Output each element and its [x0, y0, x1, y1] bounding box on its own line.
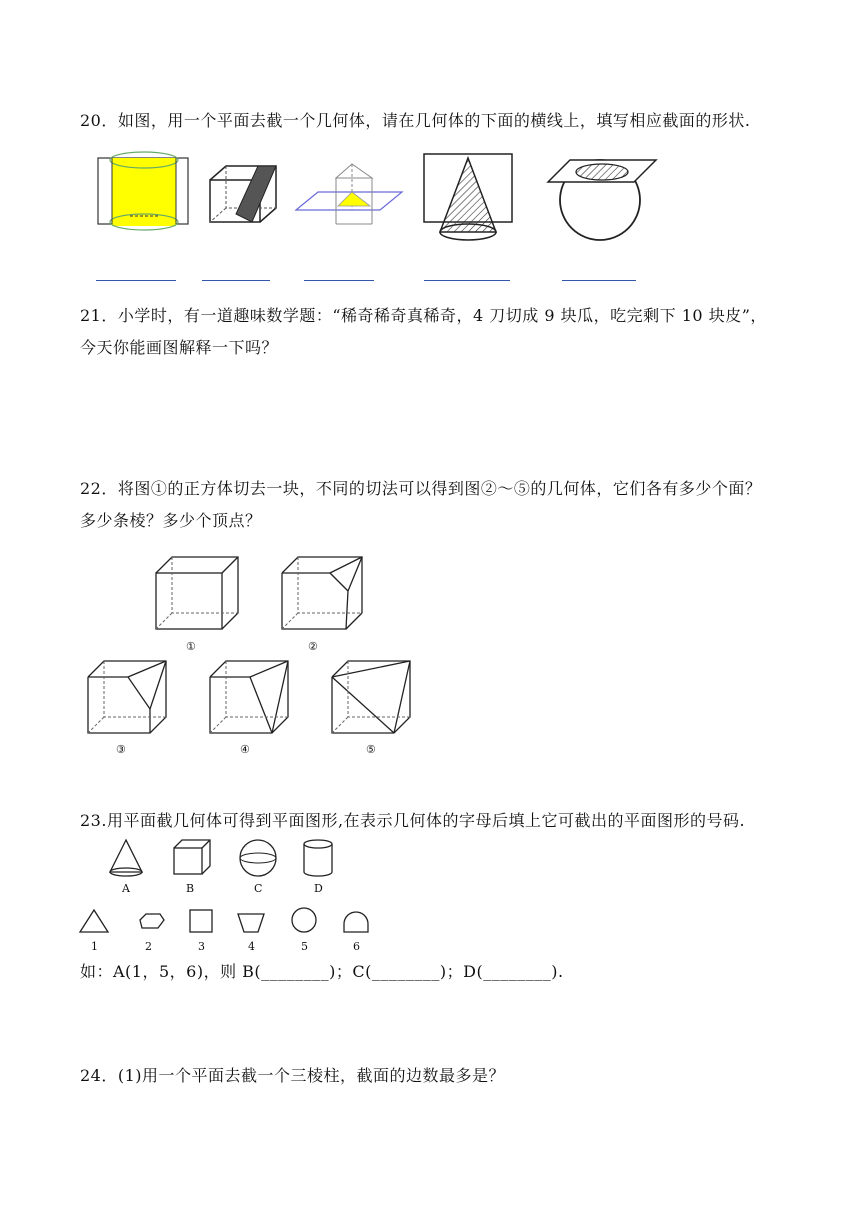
q20-prism-figure — [296, 164, 402, 224]
q23-solids — [0, 834, 860, 904]
q23-cylinder — [304, 840, 332, 876]
q22-label-2: ② — [308, 640, 318, 653]
q23-square — [190, 910, 212, 932]
q22-text-line1: 22．将图①的正方体切去一块，不同的切法可以得到图②～⑤的几何体，它们各有多少个面？ — [80, 479, 762, 498]
q21-text-line2: 今天你能画图解释一下吗？ — [80, 338, 279, 357]
q23-cube — [174, 840, 210, 874]
q23-shape-label-6: 6 — [353, 940, 360, 953]
q22-cube-4 — [210, 661, 288, 733]
q23-trapezoid — [238, 914, 264, 932]
q23-plane-shapes — [0, 906, 860, 956]
q23-shape-label-5: 5 — [301, 940, 308, 953]
q23-label-D: D — [314, 882, 323, 895]
q23-label-B: B — [186, 882, 195, 895]
q20-blank-3[interactable] — [304, 280, 374, 281]
q20-text: 20．如图，用一个平面去截一个几何体，请在几何体的下面的横线上，填写相应截面的形状. — [80, 111, 751, 130]
q20-cube-figure — [210, 166, 276, 222]
q20-sphere-figure — [548, 160, 656, 240]
q21-text-line1: 21．小学时，有一道趣味数学题：“稀奇稀奇真稀奇，4 刀切成 9 块瓜，吃完剩下 10 块皮”， — [80, 306, 767, 325]
q22-label-4: ④ — [240, 743, 250, 756]
q23-shape-label-1: 1 — [91, 940, 98, 953]
q20-blank-1[interactable] — [96, 280, 176, 281]
q23-semicircle — [344, 912, 368, 932]
q20-cylinder-figure — [98, 152, 188, 230]
q22-cube-5 — [332, 661, 410, 733]
q23-circle — [292, 908, 316, 932]
q20-blank-5[interactable] — [562, 280, 636, 281]
q22-label-3: ③ — [116, 743, 126, 756]
q23-text: 23.用平面截几何体可得到平面图形,在表示几何体的字母后填上它可截出的平面图形的号码. — [80, 811, 746, 830]
q23-sphere — [240, 840, 276, 876]
q20-blank-2[interactable] — [202, 280, 270, 281]
q22-text-line2: 多少条棱？多少个顶点？ — [80, 511, 262, 530]
q22-label-5: ⑤ — [366, 743, 376, 756]
q23-shape-label-4: 4 — [248, 940, 255, 953]
q22-cube-1 — [156, 557, 238, 629]
q23-label-C: C — [254, 882, 263, 895]
q20-cone-figure — [424, 154, 512, 240]
q22-cube-figures — [0, 545, 860, 765]
q23-answer-line: 如：A(1，5，6)，则 B(________)；C(________)；D(________). — [80, 962, 564, 981]
q20-figures — [0, 148, 860, 288]
q23-label-A: A — [122, 882, 130, 895]
q23-shape-label-2: 2 — [145, 940, 152, 953]
q23-cone — [110, 840, 142, 876]
q20-blank-4[interactable] — [424, 280, 510, 281]
q23-hexagon — [140, 914, 164, 928]
q24-text: 24．(1)用一个平面去截一个三棱柱，截面的边数最多是？ — [80, 1066, 506, 1085]
q23-shape-label-3: 3 — [198, 940, 205, 953]
q23-triangle — [80, 910, 108, 932]
q22-cube-3 — [88, 661, 166, 733]
q22-label-1: ① — [186, 640, 196, 653]
q22-cube-2 — [282, 557, 362, 629]
